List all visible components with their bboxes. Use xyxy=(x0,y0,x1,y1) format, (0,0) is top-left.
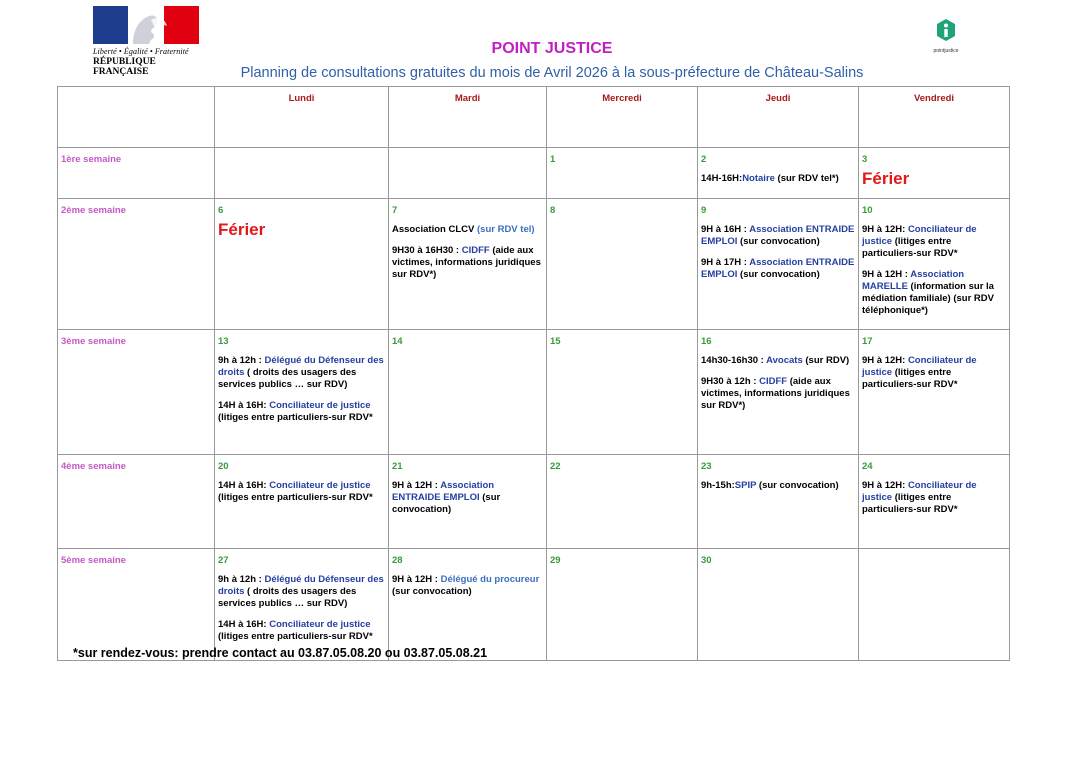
entry-text: 9H à 12H : xyxy=(862,269,911,280)
entry-text: (sur convocation) xyxy=(392,492,501,515)
day-number: 20 xyxy=(218,461,229,472)
footer-note: *sur rendez-vous: prendre contact au 03.87.05.08.20 ou 03.87.05.08.21 xyxy=(73,646,488,660)
planning-table xyxy=(57,86,1010,661)
republique-name: RÉPUBLIQUE FRANÇAISE xyxy=(93,57,156,77)
entry-organisation: Avocats xyxy=(766,355,803,366)
entry-text: 9H à 16H : xyxy=(701,224,750,235)
entry-organisation: Conciliateur de justice xyxy=(862,224,977,247)
day-number: 10 xyxy=(862,205,873,216)
consultation-entry xyxy=(862,480,1006,516)
day-cell xyxy=(859,148,1010,199)
french-flag-marianne-icon xyxy=(93,6,199,44)
entry-organisation: Association ENTRAIDE EMPLOI xyxy=(701,257,855,280)
day-number: 16 xyxy=(701,336,712,347)
entry-organisation: Association MARELLE xyxy=(862,269,965,292)
entry-organisation: Délégué du procureur xyxy=(440,574,540,585)
day-cell xyxy=(698,330,859,455)
holiday-label: Férier xyxy=(862,169,910,188)
week-row xyxy=(58,549,1010,661)
entry-text: 9H30 à 12h : xyxy=(701,376,760,387)
day-cell xyxy=(215,330,389,455)
day-number: 30 xyxy=(701,555,712,566)
consultation-entry xyxy=(862,224,1006,260)
day-cell xyxy=(698,549,859,661)
entry-text: (litiges entre particuliers-sur RDV* xyxy=(218,412,373,423)
week-row xyxy=(58,148,1010,199)
consultation-entry xyxy=(392,224,543,236)
entry-text: (litiges entre particuliers-sur RDV* xyxy=(218,631,373,642)
entry-organisation: Conciliateur de justice xyxy=(269,619,371,630)
day-cell xyxy=(389,148,547,199)
week-row xyxy=(58,330,1010,455)
entry-text: 9h-15h: xyxy=(701,480,735,491)
entry-text: 14H-16H: xyxy=(701,173,743,184)
entry-organisation: CIDFF xyxy=(461,245,490,256)
consultation-entry xyxy=(701,376,855,412)
day-number: 7 xyxy=(392,205,398,216)
day-header: Mardi xyxy=(389,87,547,148)
consultation-entry xyxy=(218,400,385,424)
day-cell xyxy=(547,330,698,455)
day-cell xyxy=(859,455,1010,549)
day-cell xyxy=(389,455,547,549)
day-number: 13 xyxy=(218,336,229,347)
week-label: 2ème semaine xyxy=(58,199,215,330)
entry-organisation: SPIP xyxy=(734,480,757,491)
day-cell xyxy=(547,148,698,199)
entry-text: 9h à 12h : xyxy=(218,355,265,366)
entry-text: ( droits des usagers des services publics … sur RDV) xyxy=(218,586,357,609)
entry-organisation: Conciliateur de justice xyxy=(862,355,977,378)
day-cell xyxy=(389,199,547,330)
entry-text: (litiges entre particuliers-sur RDV* xyxy=(862,367,958,390)
entry-organisation: CIDFF xyxy=(759,376,788,387)
day-number: 21 xyxy=(392,461,403,472)
entry-text: (aide aux victimes, informations juridiques sur RDV*) xyxy=(392,245,541,280)
entry-organisation: Conciliateur de justice xyxy=(269,400,371,411)
page-title: POINT JUSTICE xyxy=(491,40,613,57)
header-row xyxy=(58,87,1010,148)
week-row xyxy=(58,455,1010,549)
consultation-entry xyxy=(218,355,385,391)
consultation-entry xyxy=(218,480,385,504)
entry-text: ( droits des usagers des services publics … sur RDV) xyxy=(218,367,357,390)
entry-text: (litiges entre particuliers-sur RDV* xyxy=(862,236,958,259)
consultation-entry xyxy=(392,480,543,516)
header-corner-cell xyxy=(58,87,215,148)
day-cell xyxy=(215,549,389,661)
entry-organisation: Délégué du Défenseur des droits xyxy=(218,574,384,597)
entry-text: 14H à 16H: xyxy=(218,400,270,411)
point-justice-logo-text: pointjustice xyxy=(933,48,959,54)
entry-organisation: Association ENTRAIDE EMPLOI xyxy=(392,480,495,503)
entry-text: 9H30 à 16H30 : xyxy=(392,245,462,256)
day-number: 2 xyxy=(701,154,707,165)
day-header: Jeudi xyxy=(698,87,859,148)
entry-organisation: Conciliateur de justice xyxy=(269,480,371,491)
entry-text: 9H à 12H: xyxy=(862,224,908,235)
day-cell xyxy=(698,455,859,549)
consultation-entry xyxy=(701,173,855,185)
day-cell xyxy=(547,455,698,549)
entry-text: 9H à 12H: xyxy=(862,355,908,366)
day-cell xyxy=(215,148,389,199)
consultation-entry xyxy=(392,245,543,281)
day-number: 23 xyxy=(701,461,712,472)
entry-organisation: (sur RDV tel) xyxy=(477,224,535,235)
day-header: Vendredi xyxy=(859,87,1010,148)
entry-text: 9H à 12H : xyxy=(392,480,441,491)
day-number: 28 xyxy=(392,555,403,566)
consultation-entry xyxy=(218,619,385,643)
day-number: 6 xyxy=(218,205,224,216)
consultation-entry xyxy=(701,224,855,248)
week-label: 4ème semaine xyxy=(58,455,215,549)
entry-text: (sur convocation) xyxy=(392,586,472,597)
entry-text: (litiges entre particuliers-sur RDV* xyxy=(862,492,958,515)
day-cell xyxy=(859,549,1010,661)
week-row xyxy=(58,199,1010,330)
day-cell xyxy=(547,199,698,330)
day-cell xyxy=(215,455,389,549)
entry-text: Association CLCV xyxy=(392,224,477,235)
week-label: 1ère semaine xyxy=(58,148,215,199)
entry-organisation: Notaire xyxy=(742,173,775,184)
day-number: 17 xyxy=(862,336,873,347)
day-number: 3 xyxy=(862,154,868,165)
consultation-entry xyxy=(701,355,855,367)
entry-text: 14H à 16H: xyxy=(218,619,270,630)
day-cell xyxy=(389,330,547,455)
consultation-entry xyxy=(701,257,855,281)
entry-text: (sur convocation) xyxy=(737,269,820,280)
day-number: 14 xyxy=(392,336,403,347)
entry-text: (sur convocation) xyxy=(756,480,839,491)
day-cell xyxy=(215,199,389,330)
entry-text: 9h à 12h : xyxy=(218,574,265,585)
day-cell xyxy=(859,330,1010,455)
entry-text: (litiges entre particuliers-sur RDV* xyxy=(218,492,373,503)
consultation-entry xyxy=(701,480,855,492)
day-number: 9 xyxy=(701,205,707,216)
day-number: 15 xyxy=(550,336,561,347)
entry-text: 14h30-16h30 : xyxy=(701,355,767,366)
day-number: 22 xyxy=(550,461,561,472)
entry-text: (sur RDV tel*) xyxy=(774,173,839,184)
day-cell xyxy=(389,549,547,661)
entry-organisation: Conciliateur de justice xyxy=(862,480,977,503)
consultation-entry xyxy=(862,269,1006,317)
entry-organisation: Association ENTRAIDE EMPLOI xyxy=(701,224,855,247)
entry-text: 9H à 12H : xyxy=(392,574,441,585)
entry-text: 14H à 16H: xyxy=(218,480,270,491)
day-number: 8 xyxy=(550,205,556,216)
entry-text: (information sur la médiation familiale) (sur RDV téléphonique*) xyxy=(862,281,994,316)
entry-organisation: Délégué du Défenseur des droits xyxy=(218,355,384,378)
day-number: 29 xyxy=(550,555,561,566)
day-cell xyxy=(698,148,859,199)
consultation-entry xyxy=(862,355,1006,391)
week-label: 3ème semaine xyxy=(58,330,215,455)
entry-text: (aide aux victimes, informations juridiques sur RDV*) xyxy=(701,376,850,411)
day-cell xyxy=(698,199,859,330)
day-cell xyxy=(547,549,698,661)
entry-text: (sur convocation) xyxy=(737,236,820,247)
motto: Liberté • Égalité • Fraternité xyxy=(93,47,189,56)
entry-text: 9H à 17H : xyxy=(701,257,750,268)
point-justice-icon xyxy=(935,18,957,42)
entry-text: 9H à 12H: xyxy=(862,480,908,491)
day-number: 27 xyxy=(218,555,229,566)
entry-text: (sur RDV) xyxy=(802,355,850,366)
page-subtitle: Planning de consultations gratuites du mois de Avril 2026 à la sous-préfecture de Château-Salins xyxy=(240,65,864,81)
day-header: Lundi xyxy=(215,87,389,148)
holiday-label: Férier xyxy=(218,220,266,239)
consultation-entry xyxy=(218,574,385,610)
day-number: 24 xyxy=(862,461,873,472)
day-cell xyxy=(859,199,1010,330)
day-header: Mercredi xyxy=(547,87,698,148)
day-number: 1 xyxy=(550,154,556,165)
consultation-entry xyxy=(392,574,543,598)
week-label: 5ème semaine xyxy=(58,549,215,661)
